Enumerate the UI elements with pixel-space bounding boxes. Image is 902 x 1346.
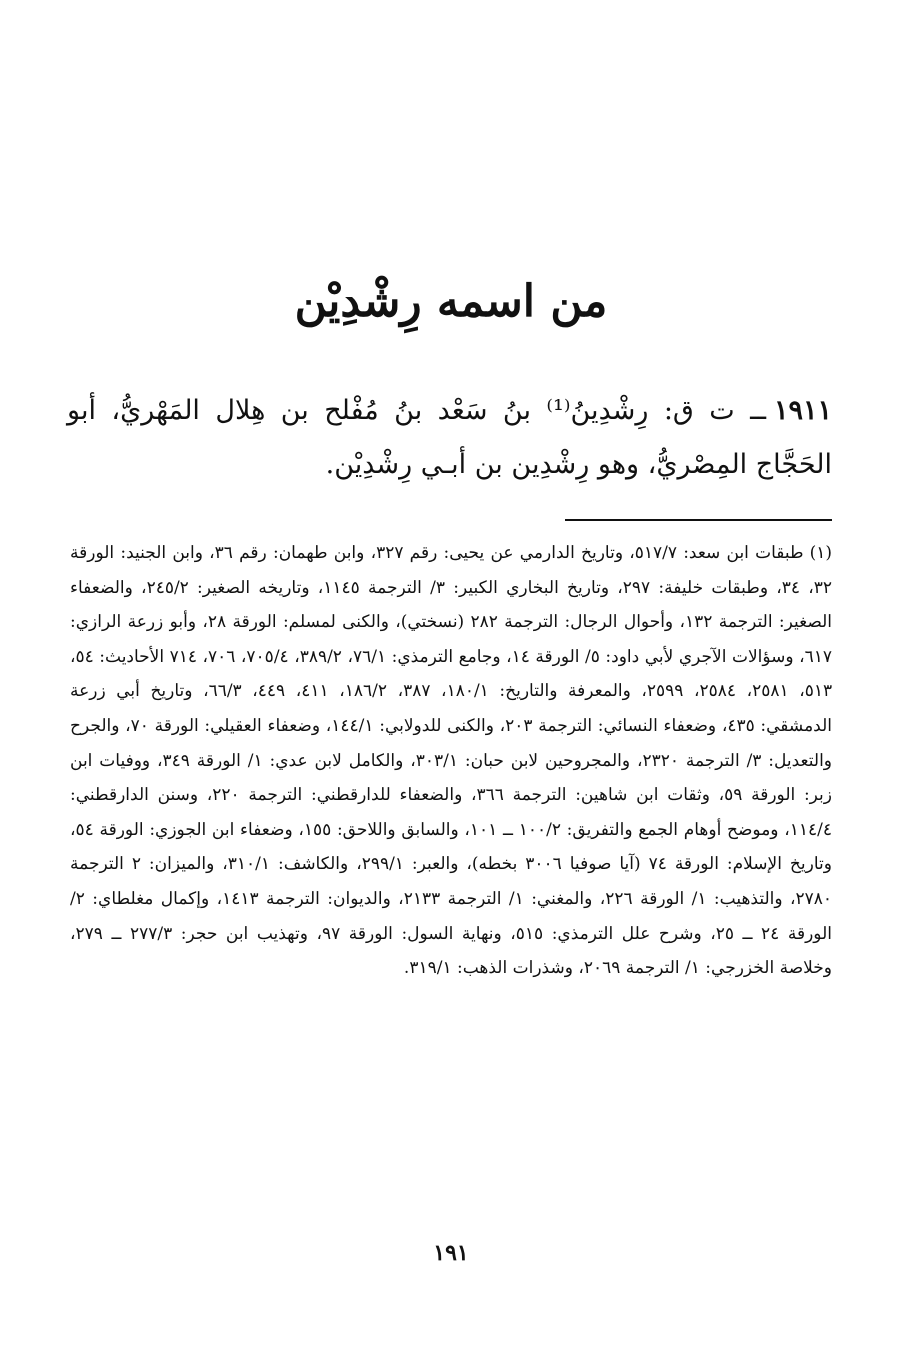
- page-number: ١٩١: [433, 1240, 469, 1266]
- entry-number: ١٩١١: [773, 395, 832, 426]
- entry-text: ــ ت ق: رِشْدِينُ⁽¹⁾ بنُ سَعْد بنُ مُفْلح بن هِلال المَهْريُّ، أبو الحَجَّاج المِصْريُّ، وهو رِشْدِين بن أبـي رِشْدِيْن.: [67, 395, 832, 480]
- chapter-title: من اسمه رِشْدِيْن: [294, 276, 608, 327]
- footnote-text: طبقات ابن سعد: ٥١٧/٧، وتاريخ الدارمي عن يحيى: رقم ٣٢٧، وابن طهمان: رقم ٣٦، وابن الجنيد: الورقة ٣٢، ٣٤، وطبقات خليفة: ٢٩٧، وتاريخ البخاري الكبير: ٣/ الترجمة ١١٤٥، وتاريخه الصغير: ٢٤٥/٢، والضعفاء الصغير: الترجمة ١٣٢، وأحوال الرجال: الترجمة ٢٨٢ (نسختي)، والكنى لمسلم: الورقة ٢٨، وأبو زرعة الرازي: ٦١٧، وسؤالات الآجري لأبي داود: ٥/ الورقة ١٤، وجامع الترمذي: ٧٦/١، ٣٨٩/٢، ٧٠٥/٤، ٧٠٦، ٧١٤ الأحاديث: ٥٤، ٥١٣، ٢٥٨١، ٢٥٨٤، ٢٥٩٩، والمعرفة والتاريخ: ١٨٠/١، ٣٨٧، ١٨٦/٢، ٤١١، ٤٤٩، ٦٦/٣، وتاريخ أبي زرعة الدمشقي: ٤٣٥، وضعفاء النسائي: الترجمة ٢٠٣، والكنى للدولابي: ١٤٤/١، وضعفاء العقيلي: الورقة ٧٠، والجرح والتعديل: ٣/ الترجمة ٢٣٢٠، والمجروحين لابن حبان: ٣٠٣/١، والكامل لابن عدي: ١/ الورقة ٣٤٩، ووفيات ابن زبر: الورقة ٥٩، وثقات ابن شاهين: الترجمة ٣٦٦، والضعفاء للدارقطني: الترجمة ٢٢٠، وسنن الدارقطني: ١١٤/٤، وموضح أوهام الجمع والتفريق: ١٠٠/٢ ــ ١٠١، والسابق واللاحق: ١٥٥، وضعفاء ابن الجوزي: الورقة ٥٤، وتاريخ الإسلام: الورقة ٧٤ (آيا صوفيا ٣٠٠٦ بخطه)، والعبر: ٢٩٩/١، والكاشف: ٣١٠/١، والميزان: ٢ الترجمة ٢٧٨٠، والتذهيب: ١/ الورقة ٢٢٦، والمغني: ١/ الترجمة ٢١٣٣، والديوان: الترجمة ١٤١٣، وإكمال مغلطاي: ٢/ الورقة ٢٤ ــ ٢٥، وشرح علل الترمذي: ٥١٥، ونهاية السول: الورقة ٩٧، وتهذيب ابن حجر: ٢٧٧/٣ ــ ٢٧٩، وخلاصة الخزرجي: ١/ الترجمة ٢٠٦٩، وشذرات الذهب: ٣١٩/١.: [70, 543, 833, 979]
- footnote: [70, 536, 832, 986]
- footnote-marker: (١): [809, 543, 832, 563]
- footnote-divider: [565, 519, 832, 521]
- biography-entry: [67, 384, 832, 492]
